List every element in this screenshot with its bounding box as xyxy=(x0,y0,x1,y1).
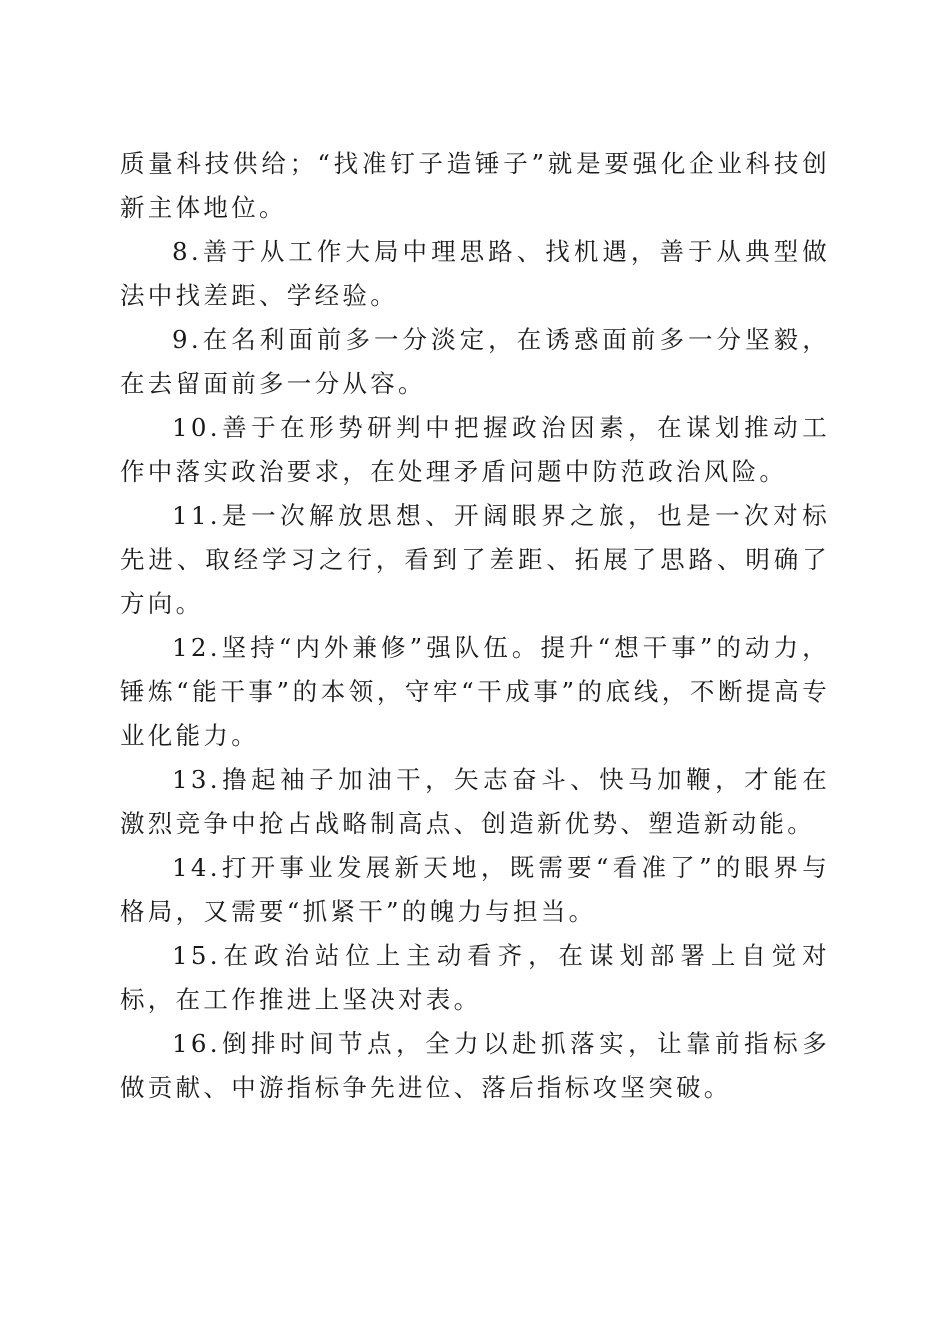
paragraph-item-13: 13.撸起袖子加油干，矢志奋斗、快马加鞭，才能在激烈竞争中抢占战略制高点、创造新优势、塑造新动能。 xyxy=(120,765,830,838)
paragraph-item-16: 16.倒排时间节点，全力以赴抓落实，让靠前指标多做贡献、中游指标争先进位、落后指标攻坚突破。 xyxy=(120,1029,830,1102)
paragraph-item-12: 12.坚持“内外兼修”强队伍。提升“想干事”的动力，锤炼“能干事”的本领，守牢“干成事”的底线，不断提高专业化能力。 xyxy=(120,633,830,750)
paragraph-item-14: 14.打开事业发展新天地，既需要“看准了”的眼界与格局，又需要“抓紧干”的魄力与担当。 xyxy=(120,853,830,926)
paragraph-item-10: 10.善于在形势研判中把握政治因素，在谋划推动工作中落实政治要求，在处理矛盾问题中防范政治风险。 xyxy=(120,413,830,486)
paragraph-item-8: 8.善于从工作大局中理思路、找机遇，善于从典型做法中找差距、学经验。 xyxy=(120,237,830,310)
paragraph-item-9: 9.在名利面前多一分淡定，在诱惑面前多一分坚毅，在去留面前多一分从容。 xyxy=(120,325,830,398)
paragraph-continuation: 质量科技供给；“找准钉子造锤子”就是要强化企业科技创新主体地位。 xyxy=(120,149,830,222)
paragraph-item-11: 11.是一次解放思想、开阔眼界之旅，也是一次对标先进、取经学习之行，看到了差距、拓展了思路、明确了方向。 xyxy=(120,501,830,618)
document-body xyxy=(120,142,830,1110)
paragraph-item-15: 15.在政治站位上主动看齐，在谋划部署上自觉对标，在工作推进上坚决对表。 xyxy=(120,941,830,1014)
